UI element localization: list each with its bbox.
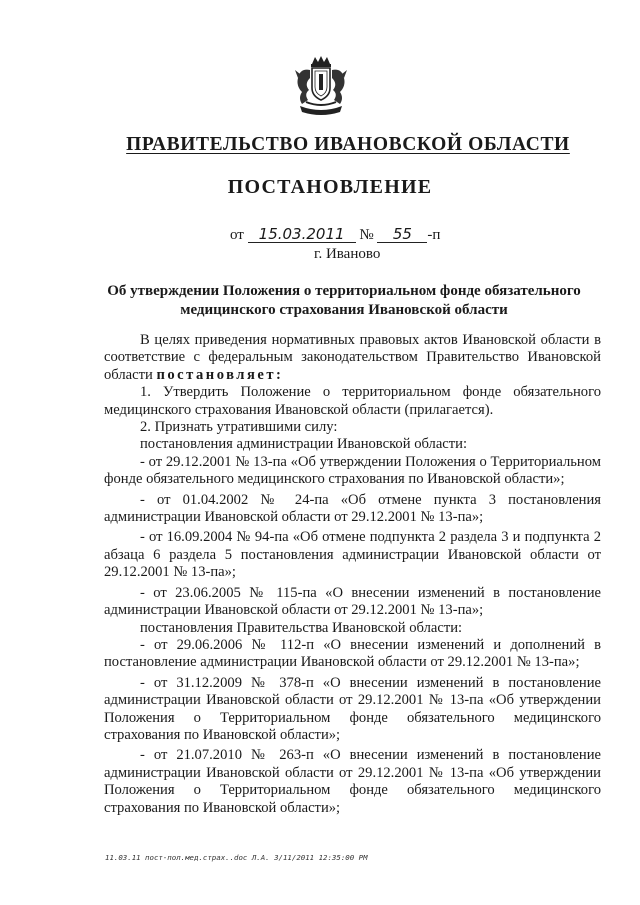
- preamble-text: В целях приведения нормативных правовых актов Ивановской области в соответствие с федеральным законодательством Правительство Ивановской области: [104, 332, 601, 383]
- gov-heading: постановления Правительства Ивановской области:: [140, 619, 463, 636]
- handwritten-date: 15.03.2011: [248, 226, 356, 243]
- item-1: 1. Утвердить Положение о территориальном фонде обязательного медицинского страхования Ивановской области (прилагается).: [104, 384, 601, 418]
- list-item: - от 31.12.2009 № 378-п «О внесении изменений в постановление администрации Ивановской области от 29.12.2001 № 13-па «Об утверждении Положения о Территориальном фонде обязательного медицинского страхования по Ивановской области»;: [104, 674, 601, 743]
- coat-of-arms-emblem: [292, 54, 350, 118]
- admin-heading: постановления администрации Ивановской области:: [140, 436, 468, 453]
- document-body: [104, 332, 601, 817]
- date-number-line: [230, 226, 440, 244]
- handwritten-number: 55: [377, 226, 427, 243]
- file-info-footer: 11.03.11 пост-пол.мед.страх..doc Л.А. 3/11/2011 12:35:00 PM: [105, 853, 368, 862]
- list-item: - от 01.04.2002 № 24-па «Об отмене пункта 3 постановления администрации Ивановской области от 29.12.2001 № 13-па»;: [104, 491, 601, 526]
- date-prefix: от: [230, 227, 244, 243]
- city-name: г. Иваново: [314, 246, 381, 262]
- subject-line-1: Об утверждении Положения о территориальном фонде обязательного: [107, 283, 581, 299]
- list-item: - от 16.09.2004 № 94-па «Об отмене подпункта 2 раздела 3 и подпункта 2 абзаца 6 раздела 5 постановления администрации Ивановской области от 29.12.2001 № 13-па»;: [104, 529, 601, 581]
- list-item: - от 29.12.2001 № 13-па «Об утверждении Положения о Территориальном фонде обязательного медицинского страхования по Ивановской области»;: [104, 453, 601, 488]
- list-item: - от 29.06.2006 № 112-п «О внесении изменений и дополнений в постановление администрации Ивановской области от 29.12.2001 № 13-па»;: [104, 636, 601, 671]
- subject-line-2: медицинского страхования Ивановской области: [180, 302, 508, 318]
- number-suffix: -п: [427, 227, 441, 243]
- government-title: ПРАВИТЕЛЬСТВО ИВАНОВСКОЙ ОБЛАСТИ: [126, 134, 570, 155]
- item-2: 2. Признать утратившими силу:: [140, 419, 338, 436]
- document-type-heading: ПОСТАНОВЛЕНИЕ: [227, 176, 433, 198]
- decree-word: постановляет:: [156, 366, 284, 383]
- list-item: - от 21.07.2010 № 263-п «О внесении изменений в постановление администрации Ивановской области от 29.12.2001 № 13-па «Об утверждении Положения о Территориальном фонде обязательного медицинского страхования по Ивановской области»;: [104, 747, 601, 816]
- preamble-paragraph: [104, 332, 601, 384]
- list-item: - от 23.06.2005 № 115-па «О внесении изменений в постановление администрации Ивановской области от 29.12.2001 № 13-па»;: [104, 584, 601, 619]
- document-subject: [104, 282, 584, 320]
- number-sign: №: [359, 227, 374, 243]
